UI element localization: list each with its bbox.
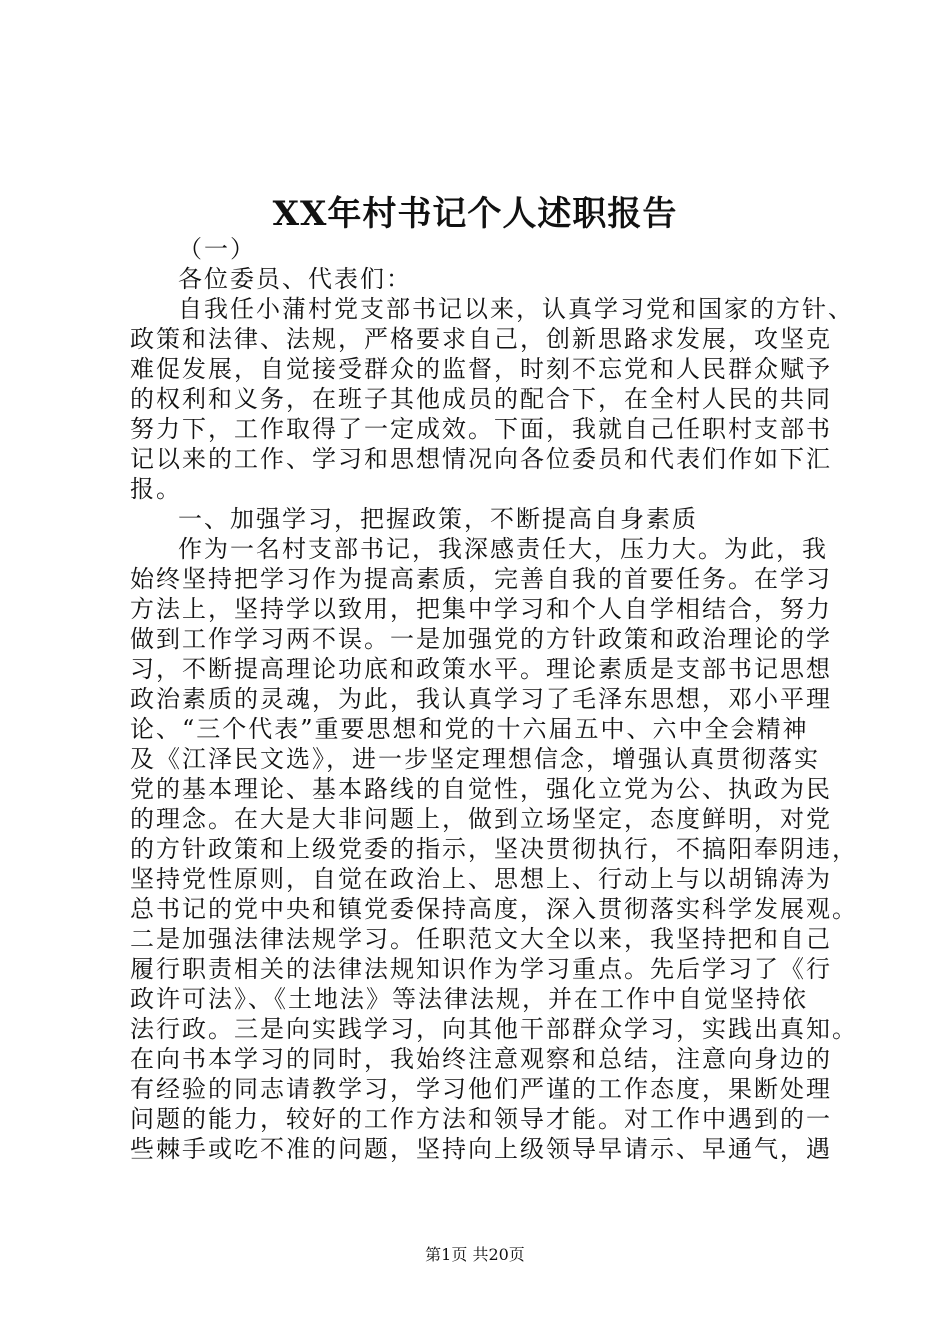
text-line: 自我任小蒲村党支部书记以来，认真学习党和国家的方针、 (178, 295, 854, 323)
text-line: 政治素质的灵魂，为此，我认真学习了毛泽东思想，邓小平理 (130, 685, 832, 713)
text-line: 难促发展，自觉接受群众的监督，时刻不忘党和人民群众赋予 (130, 355, 832, 383)
text-line: 一、加强学习，把握政策，不断提高自身素质 (178, 505, 698, 533)
text-line: 报。 (130, 475, 182, 503)
text-line: 坚持党性原则，自觉在政治上、思想上、行动上与以胡锦涛为 (130, 865, 832, 893)
text-line: 方法上，坚持学以致用，把集中学习和个人自学相结合，努力 (130, 595, 832, 623)
text-line: 党的基本理论、基本路线的自觉性，强化立党为公、执政为民 (130, 775, 832, 803)
text-line: 履行职责相关的法律法规知识作为学习重点。先后学习了《行 (130, 955, 832, 983)
text-line: 论、“三个代表”重要思想和党的十六届五中、六中全会精神 (130, 715, 809, 743)
text-line: 各位委员、代表们： (178, 265, 412, 293)
text-line: 的方针政策和上级党委的指示，坚决贯彻执行，不搞阳奉阴违， (130, 835, 858, 863)
text-line: 及《江泽民文选》，进一步坚定理想信念，增强认真贯彻落实 (130, 745, 820, 773)
text-line: 作为一名村支部书记，我深感责任大，压力大。为此，我 (178, 535, 828, 563)
document-body (130, 234, 858, 1164)
text-line: 习，不断提高理论功底和政策水平。理论素质是支部书记思想 (130, 655, 832, 683)
text-line: 二是加强法律法规学习。任职范文大全以来，我坚持把和自己 (130, 925, 832, 953)
text-line: 问题的能力，较好的工作方法和领导才能。对工作中遇到的一 (130, 1105, 832, 1133)
text-line: 有经验的同志请教学习，学习他们严谨的工作态度，果断处理 (130, 1075, 832, 1103)
text-line: 始终坚持把学习作为提高素质，完善自我的首要任务。在学习 (130, 565, 832, 593)
text-line: 法行政。三是向实践学习，向其他干部群众学习，实践出真知。 (130, 1015, 858, 1043)
text-line: 记以来的工作、学习和思想情况向各位委员和代表们作如下汇 (130, 445, 832, 473)
text-line: 努力下，工作取得了一定成效。下面，我就自己任职村支部书 (130, 415, 832, 443)
text-line: 做到工作学习两不误。一是加强党的方针政策和政治理论的学 (130, 625, 832, 653)
text-line: 在向书本学习的同时，我始终注意观察和总结，注意向身边的 (130, 1045, 832, 1073)
text-line: 的理念。在大是大非问题上，做到立场坚定，态度鲜明，对党 (130, 805, 832, 833)
text-line: 政策和法律、法规，严格要求自己，创新思路求发展，攻坚克 (130, 325, 832, 353)
text-line: （一） (178, 235, 256, 263)
document-title: XX年村书记个人述职报告 (272, 194, 678, 234)
page-footer: 第1页 共20页 (425, 1245, 525, 1264)
text-line: 总书记的党中央和镇党委保持高度，深入贯彻落实科学发展观。 (130, 895, 858, 923)
text-line: 些棘手或吃不准的问题，坚持向上级领导早请示、早通气，遇 (130, 1135, 832, 1163)
text-line: 政许可法》、《土地法》等法律法规，并在工作中自觉坚持依 (130, 985, 808, 1013)
text-line: 的权利和义务，在班子其他成员的配合下，在全村人民的共同 (130, 385, 832, 413)
